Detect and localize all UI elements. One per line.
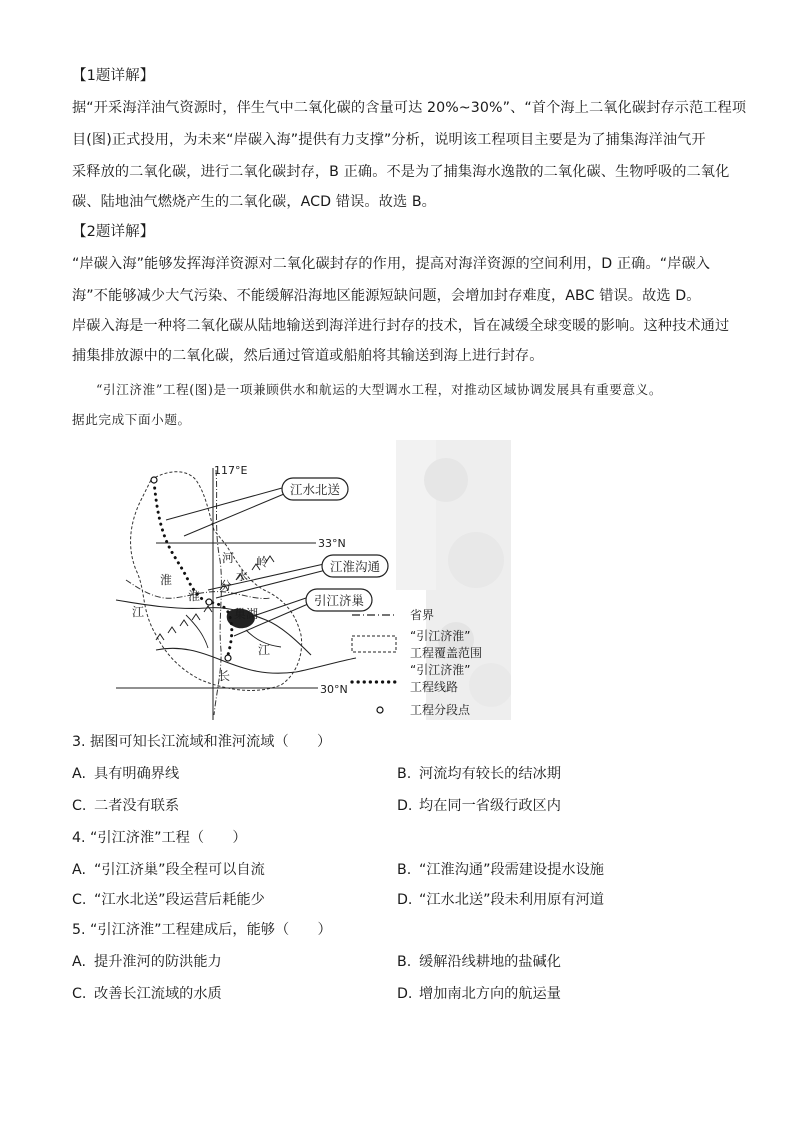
legend-coverage-symbol — [352, 636, 396, 652]
yangtze-river — [156, 648, 356, 673]
q2-line-2: 海”不能够减少大气污染、不能缓解沿海地区能源短缺问题，会增加封存难度，ABC 错误。故选 D。 — [72, 288, 701, 304]
legend-coverage-1: “引江济淮” — [410, 629, 471, 643]
question-5-option-d[interactable]: D. 增加南北方向的航运量 — [397, 986, 561, 1002]
legend-coverage-2: 工程覆盖范围 — [410, 646, 483, 660]
q1-line-3: 采释放的二氧化碳，进行二氧化碳封存，B 正确。不是为了捕集海水逸散的二氧化碳、生物呼吸的二氧化 — [72, 164, 730, 180]
legend-point-symbol — [377, 707, 383, 713]
question-3-option-c[interactable]: C. 二者没有联系 — [72, 798, 180, 814]
project-map — [96, 440, 511, 720]
segment-point-1 — [151, 477, 157, 483]
question-3-option-a[interactable]: A. 具有明确界线 — [72, 766, 180, 782]
q1-line-1: 据“开采海洋油气资源时，伴生气中二氧化碳的含量可达 20%~30%”、“首个海上二氧化碳封存示范工程项 — [72, 100, 747, 116]
q1-line-2: 目(图)正式投用，为未来“岸碳入海”提供有力支撑”分析，说明该工程项目主要是为了捕集海洋油气开 — [72, 132, 706, 148]
question-4-option-a[interactable]: A. “引江济巢”段全程可以自流 — [72, 862, 265, 878]
legend-point: 工程分段点 — [410, 703, 471, 717]
q2-line-4: 捕集排放源中的二氧化碳，然后通过管道或船舶将其输送到海上进行封存。 — [72, 348, 544, 364]
place-he: 河 — [222, 551, 235, 565]
lat-top-label: 33°N — [318, 537, 346, 550]
segment-yinjiangjichao: 引江济巢 — [314, 593, 365, 608]
question-5-option-c[interactable]: C. 改善长江流域的水质 — [72, 986, 222, 1002]
place-chang: 长 — [218, 669, 231, 683]
q1-line-4: 碳、陆地油气燃烧产生的二氧化碳，ACD 错误。故选 B。 — [72, 194, 436, 210]
tributary-1 — [186, 615, 208, 648]
lon-label: 117°E — [214, 464, 248, 477]
segment-jianghuaigoutong: 江淮沟通 — [330, 559, 381, 574]
legend-route-1: “引江济淮” — [410, 663, 471, 677]
leader-jiangshuibeisong-1 — [166, 488, 282, 520]
leader-jiangshuibeisong-2 — [184, 494, 284, 536]
place-jiang-right: 江 — [258, 643, 271, 657]
question-5-option-b[interactable]: B. 缓解沿线耕地的盐碱化 — [397, 954, 561, 970]
question-4-option-c[interactable]: C. “江水北送”段运营后耗能少 — [72, 892, 265, 908]
q2-heading: 【2题详解】 — [72, 224, 155, 240]
question-5-stem: 5. “引江济淮”工程建成后，能够（ ） — [72, 922, 332, 938]
project-map-figure — [96, 440, 511, 720]
place-chaohu: 巢湖 — [234, 607, 259, 621]
place-ling: 岭 — [256, 555, 269, 569]
segment-point-2 — [206, 599, 212, 605]
legend-route-2: 工程线路 — [410, 680, 459, 694]
question-3-option-b[interactable]: B. 河流均有较长的结冰期 — [397, 766, 561, 782]
question-3-stem: 3. 据图可知长江流域和淮河流域（ ） — [72, 734, 332, 750]
q2-line-3: 岸碳入海是一种将二氧化碳从陆地输送到海洋进行封存的技术，旨在减缓全球变暖的影响。这种技术通过 — [72, 318, 730, 334]
place-huai-left: 淮 — [188, 589, 201, 603]
question-4-option-b[interactable]: B. “江淮沟通”段需建设提水设施 — [397, 862, 604, 878]
lat-bottom-label: 30°N — [320, 683, 348, 696]
segment-jiangshuibeisong: 江水北送 — [290, 482, 341, 497]
place-jiang-left: 江 — [132, 605, 145, 619]
question-5-option-a[interactable]: A. 提升淮河的防洪能力 — [72, 954, 222, 970]
place-huai-top: 淮 — [160, 573, 173, 587]
place-shui: 水 — [236, 569, 249, 583]
question-3-option-d[interactable]: D. 均在同一省级行政区内 — [397, 798, 561, 814]
place-fen: 分 — [220, 579, 233, 593]
q1-heading: 【1题详解】 — [72, 68, 155, 84]
question-4-stem: 4. “引江济淮”工程（ ） — [72, 830, 247, 846]
question-4-option-d[interactable]: D. “江水北送”段未利用原有河道 — [397, 892, 604, 908]
legend-boundary: 省界 — [410, 608, 435, 622]
intro-line-2: 据此完成下面小题。 — [72, 412, 191, 427]
intro-line-1: “引江济淮”工程(图)是一项兼顾供水和航运的大型调水工程，对推动区域协调发展具有重要意义。 — [96, 382, 663, 397]
segment-point-3 — [225, 655, 231, 661]
q2-line-1: “岸碳入海”能够发挥海洋资源对二氧化碳封存的作用，提高对海洋资源的空间利用，D 正确。“岸碳入 — [72, 256, 711, 272]
